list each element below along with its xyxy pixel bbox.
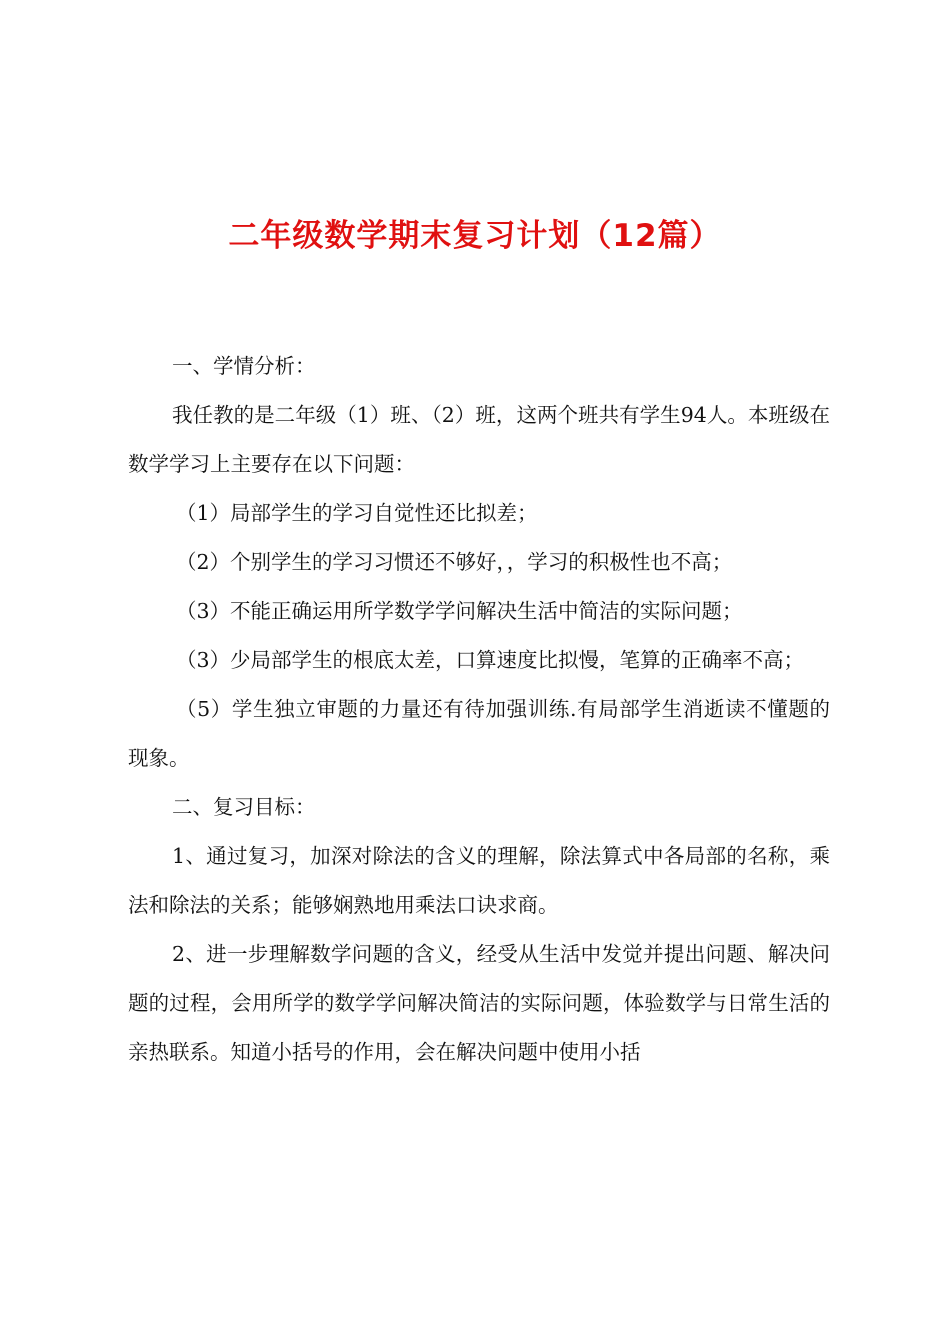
list-item: （1）局部学生的学习自觉性还比拟差； [176,501,538,525]
document-title: 二年级数学期末复习计划（12篇） [228,218,722,254]
paragraph: 2、进一步理解数学问题的含义，经受从生活中发觉并提出问题、解决问题的过程，会用所学的数学学问解决简洁的实际问题，体验数学与日常生活的亲热联系。知道小括号的作用，会在解决问题中使用小括 [128,942,830,1064]
list-item: （3）少局部学生的根底太差，口算速度比拟慢，笔算的正确率不高； [176,648,805,672]
section-heading-goals: 二、复习目标： [172,795,316,819]
paragraph: 我任教的是二年级（1）班、（2）班，这两个班共有学生94人。本班级在数学学习上主要存在以下问题： [128,403,830,476]
paragraph: 1、通过复习，加深对除法的含义的理解，除法算式中各局部的名称，乘法和除法的关系；能够娴熟地用乘法口诀求商。 [128,844,830,917]
document-body [128,342,830,1077]
list-item: （3）不能正确运用所学数学学问解决生活中简洁的实际问题； [176,599,743,623]
section-heading-analysis: 一、学情分析： [172,354,316,378]
list-item: （2）个别学生的学习习惯还不够好，，学习的积极性也不高； [176,550,733,574]
list-item: （5）学生独立审题的力量还有待加强训练.有局部学生消逝读不懂题的现象。 [128,697,830,770]
